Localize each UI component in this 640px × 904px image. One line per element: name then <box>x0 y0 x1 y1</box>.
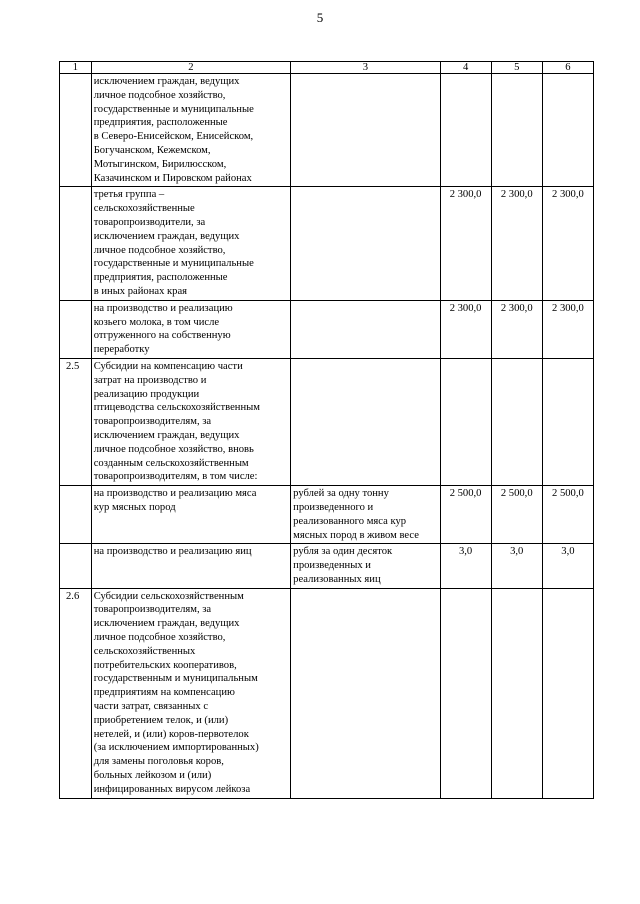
row-number <box>60 544 92 588</box>
row-value-col4: 2 500,0 <box>440 486 491 544</box>
subsidy-rates-table <box>59 61 594 799</box>
table-row <box>60 544 594 588</box>
column-number: 6 <box>542 62 593 74</box>
table-row <box>60 358 594 485</box>
row-description: Субсидии на компенсацию части затрат на производство и реализацию продукции птицеводства сельскохозяйственным товаропроизводителям, за исключением граждан, ведущих личное подсобное хозяйство, вновь созданным сельскохозяйственным товаропроизводителям, в том числе: <box>91 358 290 485</box>
row-value-col6: 2 300,0 <box>542 187 593 300</box>
column-number: 1 <box>60 62 92 74</box>
column-number: 2 <box>91 62 290 74</box>
row-value-col6 <box>542 588 593 798</box>
row-description: исключением граждан, ведущих личное подсобное хозяйство, государственные и муниципальные предприятия, расположенные в Северо-Енисейском, Енисейском, Богучанском, Кежемском, Мотыгинском, Бирилюсском, Казачинском и Пировском районах <box>91 74 290 187</box>
table-row <box>60 300 594 358</box>
row-unit <box>291 74 440 187</box>
column-number: 3 <box>291 62 440 74</box>
row-value-col4: 2 300,0 <box>440 300 491 358</box>
table-row <box>60 74 594 187</box>
table-row <box>60 187 594 300</box>
row-value-col4: 3,0 <box>440 544 491 588</box>
row-value-col4 <box>440 358 491 485</box>
page-number: 5 <box>316 10 324 25</box>
row-value-col4: 2 300,0 <box>440 187 491 300</box>
row-value-col6: 2 300,0 <box>542 300 593 358</box>
row-value-col6: 3,0 <box>542 544 593 588</box>
column-number: 5 <box>491 62 542 74</box>
row-number: 2.6 <box>60 588 92 798</box>
row-description: Субсидии сельскохозяйственным товаропроизводителям, за исключением граждан, ведущих личное подсобное хозяйство, сельскохозяйственных потребительских кооперативов, государственным и муниципальным предприятиям на компенсацию части затрат, связанных с приобретением телок, и (или) нетелей, и (или) коров-первотелок (за исключением импортированных) для замены поголовья коров, больных лейкозом и (или) инфицированных вирусом лейкоза <box>91 588 290 798</box>
row-unit <box>291 358 440 485</box>
row-value-col4 <box>440 74 491 187</box>
row-number <box>60 300 92 358</box>
row-value-col5 <box>491 74 542 187</box>
row-value-col5: 2 300,0 <box>491 300 542 358</box>
row-unit: рубля за один десяток произведенных и реализованных яиц <box>291 544 440 588</box>
row-description: третья группа – сельскохозяйственные товаропроизводители, за исключением граждан, ведущих личное подсобное хозяйство, государственные и муниципальные предприятия, расположенные в иных районах края <box>91 187 290 300</box>
row-unit <box>291 300 440 358</box>
row-value-col5 <box>491 358 542 485</box>
row-unit: рублей за одну тонну произведенного и реализованного мяса кур мясных пород в живом весе <box>291 486 440 544</box>
table-row <box>60 588 594 798</box>
row-value-col6 <box>542 74 593 187</box>
row-value-col5 <box>491 588 542 798</box>
table-row <box>60 486 594 544</box>
row-value-col6 <box>542 358 593 485</box>
row-number <box>60 486 92 544</box>
row-description: на производство и реализацию козьего молока, в том числе отгруженного на собственную переработку <box>91 300 290 358</box>
row-unit <box>291 187 440 300</box>
row-unit <box>291 588 440 798</box>
row-number <box>60 187 92 300</box>
column-number-row <box>60 62 594 74</box>
row-description: на производство и реализацию мяса кур мясных пород <box>91 486 290 544</box>
row-value-col5: 2 300,0 <box>491 187 542 300</box>
row-value-col6: 2 500,0 <box>542 486 593 544</box>
row-number <box>60 74 92 187</box>
row-description: на производство и реализацию яиц <box>91 544 290 588</box>
row-value-col5: 2 500,0 <box>491 486 542 544</box>
row-value-col5: 3,0 <box>491 544 542 588</box>
column-number: 4 <box>440 62 491 74</box>
row-number: 2.5 <box>60 358 92 485</box>
row-value-col4 <box>440 588 491 798</box>
